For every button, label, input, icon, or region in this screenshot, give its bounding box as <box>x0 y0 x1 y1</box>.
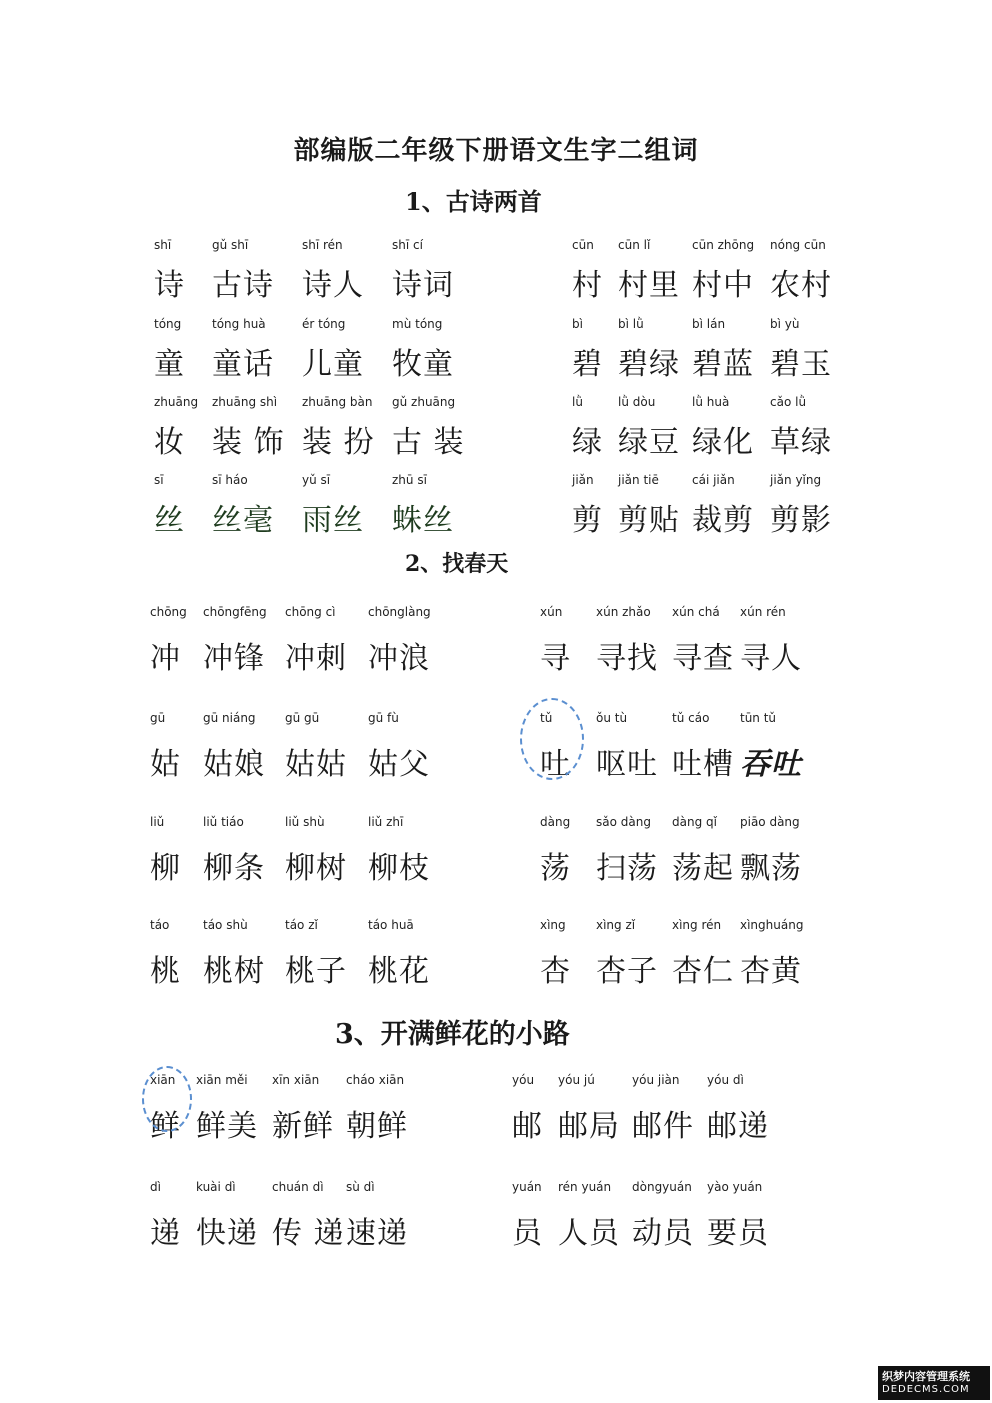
hanzi-word: 装 扮 <box>302 425 375 460</box>
hanzi-word: 要员 <box>707 1216 769 1251</box>
pinyin: chōng <box>150 605 187 619</box>
pinyin: ǒu tù <box>596 711 628 725</box>
hanzi-word: 人员 <box>558 1216 620 1251</box>
pinyin: tóng <box>154 317 182 331</box>
hanzi-word: 快递 <box>196 1216 258 1251</box>
pinyin: liǔ tiáo <box>203 815 244 829</box>
pinyin: nóng cūn <box>770 238 826 252</box>
watermark-url: DEDECMS.COM <box>882 1384 970 1395</box>
pinyin: tūn tǔ <box>740 711 777 725</box>
hanzi-word: 裁剪 <box>692 503 754 538</box>
pinyin: jiǎn tiē <box>618 473 659 487</box>
pinyin: sī háo <box>212 473 248 487</box>
pinyin: cái jiǎn <box>692 473 735 487</box>
hanzi-word: 诗词 <box>392 268 454 303</box>
pinyin: shī cí <box>392 238 423 252</box>
pinyin: bì lǜ <box>618 317 644 331</box>
hanzi-word: 邮局 <box>558 1109 620 1144</box>
pinyin: xún zhǎo <box>596 605 651 619</box>
pinyin: jiǎn yǐng <box>770 473 822 487</box>
pinyin: dòngyuán <box>632 1180 692 1194</box>
pinyin: tǔ cáo <box>672 711 710 725</box>
pinyin: zhū sī <box>392 473 427 487</box>
pinyin: cǎo lǜ <box>770 395 807 409</box>
pinyin: cūn <box>572 238 594 252</box>
pinyin: liǔ <box>150 815 165 829</box>
pinyin: lǜ <box>572 395 583 409</box>
pinyin: chōnglàng <box>368 605 431 619</box>
pinyin: zhuāng bàn <box>302 395 373 409</box>
hanzi-word: 绿豆 <box>618 425 680 460</box>
pinyin: liǔ zhī <box>368 815 404 829</box>
pinyin: gǔ zhuāng <box>392 395 456 409</box>
hanzi-word: 邮 <box>512 1109 543 1144</box>
hanzi-word: 吞吐 <box>740 747 802 782</box>
pinyin: yào yuán <box>707 1180 763 1194</box>
hanzi-word: 装 饰 <box>212 425 285 460</box>
pinyin: chōngfēng <box>203 605 267 619</box>
pinyin: zhuāng <box>154 395 199 409</box>
hanzi-word: 姑 <box>150 747 181 782</box>
lesson-title: 2、找春天 <box>405 551 509 577</box>
hanzi-word: 杏 <box>540 954 571 989</box>
hanzi-word: 朝鲜 <box>346 1109 408 1144</box>
pinyin: gǔ shī <box>212 238 249 252</box>
pinyin: cūn zhōng <box>692 238 755 252</box>
hanzi-word: 剪贴 <box>618 503 680 538</box>
hanzi-word: 蛛丝 <box>392 503 454 538</box>
pinyin: lǜ huà <box>692 395 730 409</box>
hanzi-word: 递 <box>150 1216 181 1251</box>
hanzi-word: 剪影 <box>770 503 832 538</box>
hanzi-word: 吐槽 <box>672 747 734 782</box>
hanzi-word: 鲜 <box>150 1109 181 1144</box>
pinyin: chuán dì <box>272 1180 324 1194</box>
hanzi-word: 诗 <box>154 268 185 303</box>
pinyin: gū <box>150 711 166 725</box>
hanzi-word: 碧蓝 <box>692 347 754 382</box>
pinyin: dì <box>150 1180 161 1194</box>
hanzi-word: 员 <box>512 1216 543 1251</box>
pinyin: lǜ dòu <box>618 395 656 409</box>
hanzi-word: 冲浪 <box>368 641 430 676</box>
hanzi-word: 杏黄 <box>740 954 802 989</box>
hanzi-word: 柳 <box>150 851 181 886</box>
pinyin: xún chá <box>672 605 720 619</box>
hanzi-word: 桃树 <box>203 954 265 989</box>
pinyin: yóu dì <box>707 1073 744 1087</box>
hanzi-word: 传 递 <box>272 1216 345 1251</box>
hanzi-word: 丝毫 <box>212 503 274 538</box>
hanzi-word: 鲜美 <box>196 1109 258 1144</box>
hanzi-word: 扫荡 <box>596 851 658 886</box>
hanzi-word: 荡 <box>540 851 571 886</box>
annotation-circle <box>142 1066 192 1132</box>
pinyin: bì lán <box>692 317 726 331</box>
hanzi-word: 绿 <box>572 425 603 460</box>
pinyin: gū gū <box>285 711 320 725</box>
hanzi-word: 杏仁 <box>672 954 734 989</box>
pinyin: cūn lǐ <box>618 238 651 252</box>
pinyin: liǔ shù <box>285 815 325 829</box>
pinyin: yǔ sī <box>302 473 331 487</box>
hanzi-word: 草绿 <box>770 425 832 460</box>
hanzi-word: 柳枝 <box>368 851 430 886</box>
hanzi-word: 姑娘 <box>203 747 265 782</box>
pinyin: jiǎn <box>572 473 594 487</box>
hanzi-word: 童话 <box>212 347 274 382</box>
hanzi-word: 碧 <box>572 347 603 382</box>
pinyin: sù dì <box>346 1180 375 1194</box>
hanzi-word: 古诗 <box>212 268 274 303</box>
hanzi-word: 诗人 <box>302 268 364 303</box>
pinyin: yóu jiàn <box>632 1073 680 1087</box>
hanzi-word: 姑父 <box>368 747 430 782</box>
lesson-title: 3、开满鲜花的小路 <box>335 1019 570 1050</box>
pinyin: xìng <box>540 918 566 932</box>
pinyin: tǔ <box>540 711 553 725</box>
hanzi-word: 姑姑 <box>285 747 347 782</box>
pinyin: xún <box>540 605 563 619</box>
hanzi-word: 柳条 <box>203 851 265 886</box>
pinyin: xìng rén <box>672 918 722 932</box>
pinyin: táo shù <box>203 918 248 932</box>
hanzi-word: 杏子 <box>596 954 658 989</box>
pinyin: dàng qǐ <box>672 815 717 829</box>
lesson-title: 1、古诗两首 <box>405 187 542 216</box>
hanzi-word: 碧绿 <box>618 347 680 382</box>
hanzi-word: 新鲜 <box>272 1109 334 1144</box>
hanzi-word: 农村 <box>770 268 832 303</box>
hanzi-word: 剪 <box>572 503 603 538</box>
hanzi-word: 冲刺 <box>285 641 347 676</box>
hanzi-word: 柳树 <box>285 851 347 886</box>
pinyin: dàng <box>540 815 571 829</box>
hanzi-word: 桃花 <box>368 954 430 989</box>
hanzi-word: 飘荡 <box>740 851 802 886</box>
pinyin: mù tóng <box>392 317 443 331</box>
pinyin: chōng cì <box>285 605 336 619</box>
pinyin: bì yù <box>770 317 800 331</box>
hanzi-word: 村中 <box>692 268 754 303</box>
pinyin: ér tóng <box>302 317 346 331</box>
hanzi-word: 桃子 <box>285 954 347 989</box>
hanzi-word: 绿化 <box>692 425 754 460</box>
pinyin: xìnghuáng <box>740 918 804 932</box>
hanzi-word: 妆 <box>154 425 185 460</box>
hanzi-word: 冲锋 <box>203 641 265 676</box>
hanzi-word: 雨丝 <box>302 503 364 538</box>
pinyin: shī <box>154 238 172 252</box>
hanzi-word: 吐 <box>540 747 571 782</box>
hanzi-word: 村里 <box>618 268 680 303</box>
pinyin: táo zǐ <box>285 918 318 932</box>
hanzi-word: 寻找 <box>596 641 658 676</box>
pinyin: piāo dàng <box>740 815 800 829</box>
hanzi-word: 荡起 <box>672 851 734 886</box>
hanzi-word: 动员 <box>632 1216 694 1251</box>
hanzi-word: 速递 <box>346 1216 408 1251</box>
pinyin: gū niáng <box>203 711 256 725</box>
page-title: 部编版二年级下册语文生字二组词 <box>293 136 699 166</box>
pinyin: rén yuán <box>558 1180 612 1194</box>
pinyin: táo huā <box>368 918 414 932</box>
hanzi-word: 牧童 <box>392 347 454 382</box>
pinyin: sī <box>154 473 164 487</box>
pinyin: yóu <box>512 1073 535 1087</box>
pinyin: táo <box>150 918 170 932</box>
hanzi-word: 冲 <box>150 641 181 676</box>
hanzi-word: 丝 <box>154 503 185 538</box>
watermark-logo <box>878 1366 990 1400</box>
pinyin: shī rén <box>302 238 343 252</box>
pinyin: xīn xiān <box>272 1073 320 1087</box>
hanzi-word: 邮递 <box>707 1109 769 1144</box>
hanzi-word: 桃 <box>150 954 181 989</box>
pinyin: tóng huà <box>212 317 266 331</box>
hanzi-word: 呕吐 <box>596 747 658 782</box>
hanzi-word: 寻 <box>540 641 571 676</box>
watermark-text: 织梦内容管理系统 <box>882 1370 970 1383</box>
pinyin: zhuāng shì <box>212 395 278 409</box>
hanzi-word: 邮件 <box>632 1109 694 1144</box>
pinyin: cháo xiān <box>346 1073 405 1087</box>
pinyin: sǎo dàng <box>596 815 651 829</box>
hanzi-word: 碧玉 <box>770 347 832 382</box>
pinyin: xiān měi <box>196 1073 248 1087</box>
hanzi-word: 儿童 <box>302 347 364 382</box>
pinyin: yóu jú <box>558 1073 595 1087</box>
pinyin: xìng zǐ <box>596 918 636 932</box>
pinyin: gū fù <box>368 711 399 725</box>
annotation-circle <box>520 698 584 780</box>
pinyin: kuài dì <box>196 1180 236 1194</box>
hanzi-word: 村 <box>572 268 603 303</box>
hanzi-word: 古 装 <box>392 425 465 460</box>
hanzi-word: 童 <box>154 347 185 382</box>
pinyin: xún rén <box>740 605 786 619</box>
hanzi-word: 寻人 <box>740 641 802 676</box>
pinyin: bì <box>572 317 583 331</box>
pinyin: xiān <box>150 1073 176 1087</box>
pinyin: yuán <box>512 1180 542 1194</box>
hanzi-word: 寻查 <box>672 641 734 676</box>
